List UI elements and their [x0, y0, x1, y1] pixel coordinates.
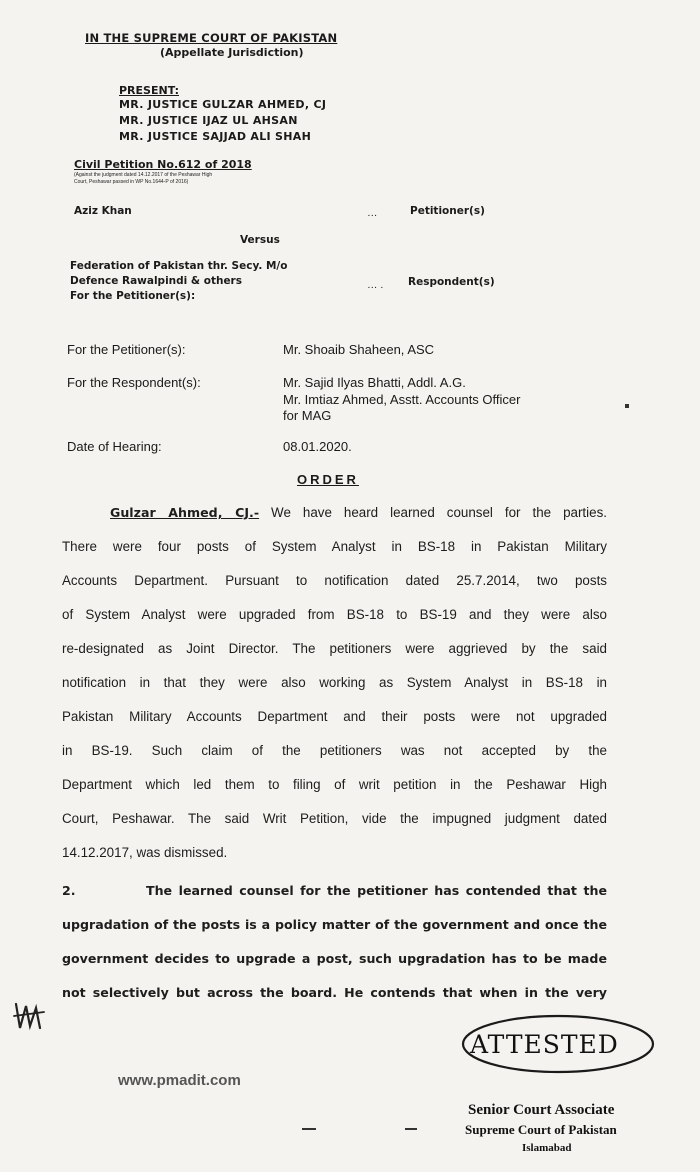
respondent-label: Respondent(s) [408, 276, 495, 288]
para1-line: of System Analyst were upgraded from BS-18 to BS-19 and they were also [62, 607, 607, 622]
stamp-line-1: Senior Court Associate [468, 1102, 615, 1118]
petitioner-label: Petitioner(s) [410, 205, 485, 217]
judge-3: MR. JUSTICE SAJJAD ALI SHAH [119, 130, 312, 143]
para2-line: not selectively but across the board. He contends that when in the very [62, 985, 607, 1000]
para1-line: Gulzar Ahmed, CJ.- We have heard learned counsel for the parties. [110, 505, 607, 520]
case-note-2: Court, Peshawar passed in WP No.1644-P of 2016) [74, 179, 189, 185]
present-label: PRESENT: [119, 84, 179, 97]
hearing-label: Date of Hearing: [67, 439, 162, 454]
para1-line: 14.12.2017, was dismissed. [62, 845, 228, 860]
stamp-line-2: Supreme Court of Pakistan [465, 1122, 617, 1137]
scan-dash [302, 1128, 316, 1130]
order-paragraph-1 [62, 496, 607, 870]
case-number: Civil Petition No.612 of 2018 [74, 158, 252, 171]
judge-1: MR. JUSTICE GULZAR AHMED, CJ [119, 98, 327, 111]
respondent-line-1: Federation of Pakistan thr. Secy. M/o [70, 260, 288, 272]
para2-line: upgradation of the posts is a policy matter of the government and once the [62, 917, 607, 932]
order-paragraph-2 [62, 874, 607, 1010]
para1-line: re-designated as Joint Director. The petitioners were aggrieved by the said [62, 641, 607, 656]
petitioner-name: Aziz Khan [74, 205, 132, 217]
scan-speck [625, 404, 629, 408]
versus: Versus [240, 234, 280, 246]
watermark-text: www.pmadit.com [118, 1072, 241, 1089]
respondent-dots: … . [367, 279, 384, 291]
respondent-line-3: For the Petitioner(s): [70, 290, 196, 302]
stamp-line-3: Islamabad [522, 1142, 572, 1154]
respondent-counsel-3: for MAG [283, 408, 332, 423]
respondent-counsel-2: Mr. Imtiaz Ahmed, Asstt. Accounts Officer [283, 392, 521, 407]
for-petitioner-label: For the Petitioner(s): [67, 342, 186, 357]
case-note-1: (Against the judgment dated 14.12.2017 of the Peshawar High [74, 172, 213, 178]
judge-author: Gulzar Ahmed, CJ.- [110, 505, 260, 520]
para1-line: Department which led them to filing of writ petition in the Peshawar High [62, 777, 607, 792]
para1-line: Pakistan Military Accounts Department and their posts were not upgraded [62, 709, 607, 724]
respondent-line-2: Defence Rawalpindi & others [70, 275, 242, 287]
jurisdiction: (Appellate Jurisdiction) [160, 46, 304, 59]
court-title: IN THE SUPREME COURT OF PAKISTAN [85, 31, 338, 45]
para1-line: Accounts Department. Pursuant to notification dated 25.7.2014, two posts [62, 573, 607, 588]
para1-line: in BS-19. Such claim of the petitioners was not accepted by the [62, 743, 607, 758]
para2-number: 2. [62, 883, 76, 898]
para2-line: 2. The learned counsel for the petitioner has contended that the [62, 874, 607, 908]
judge-2: MR. JUSTICE IJAZ UL AHSAN [119, 114, 298, 127]
handwritten-mark-icon [12, 998, 52, 1038]
respondent-counsel-1: Mr. Sajid Ilyas Bhatti, Addl. A.G. [283, 375, 466, 390]
attested-text: ATTESTED [470, 1030, 619, 1059]
petitioner-counsel: Mr. Shoaib Shaheen, ASC [283, 342, 435, 357]
order-title: ORDER [297, 472, 359, 487]
para1-line: Court, Peshawar. The said Writ Petition, vide the impugned judgment dated [62, 811, 607, 826]
hearing-date: 08.01.2020. [283, 439, 352, 454]
for-respondent-label: For the Respondent(s): [67, 375, 201, 390]
para1-line: There were four posts of System Analyst in BS-18 in Pakistan Military [62, 539, 607, 554]
para2-line: government decides to upgrade a post, such upgradation has to be made [62, 951, 607, 966]
petitioner-dots: … [367, 207, 378, 219]
margin-initial-mark [12, 998, 52, 1043]
para1-line: notification in that they were also working as System Analyst in BS-18 in [62, 675, 607, 690]
scan-dash [405, 1128, 417, 1130]
